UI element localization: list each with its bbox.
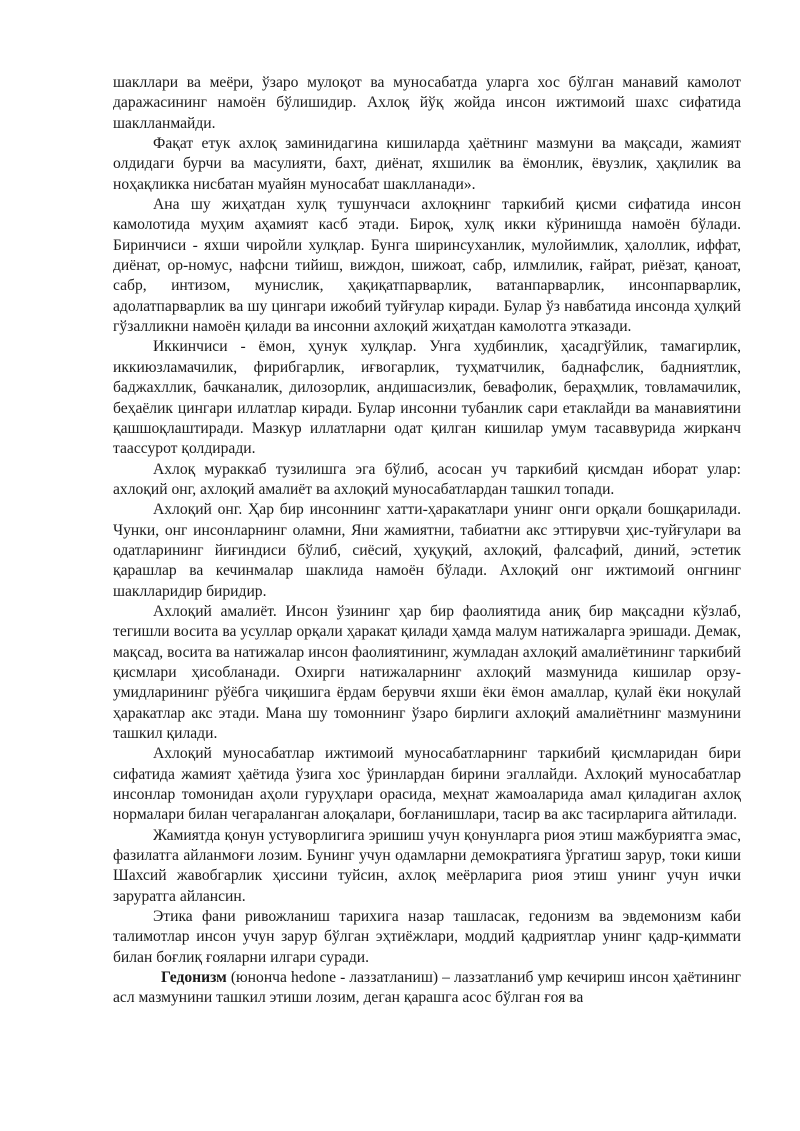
paragraph-good-manners: Ана шу жиҳатдан хулқ тушунчаси ахлоқнинг таркибий қисми сифатида инсон камолотида муҳим аҳамият касб этади. Бироқ, хулқ икки кўринишда намоён бўлади. Биринчиси - яхши чиройли хулқлар. Бунга ширинсуханлик, мулойимлик, ҳалоллик, иффат, диёнат, ор-номус, нафсни тийиш, виждон, шижоат, сабр, илмлилик, ғайрат, риёзат, қаноат, сабр, интизом, мунислик, ҳақиқатпарварлик, ватанпарварлик, инсонпарварлик, адолатпарварлик ва шу цингари ижобий туйғулар киради. Булар ўз навбатида инсонда ҳулқий гўзалликни намоён қилади ва инсонни ахлоқий жиҳатдан камолотга этказади. (113, 196, 741, 336)
paragraph-moral-consciousness: Ахлоқий онг. Ҳар бир инсоннинг хатти-ҳаракатлари унинг онги орқали бошқарилади. Чунки, онг инсонларнинг оламни, Яни жамиятни, табиатни акс эттирувчи ҳис-туйғулари ва одатларининг йиғиндиси бўлиб, сиёсий, ҳуқуқий, ахлоқий, фалсафий, диний, эстетик қарашлар ва кечинмалар шаклида намоён бўлади. Ахлоқий онг ижтимоий онгнинг шаклларидир биридир. (113, 501, 741, 600)
paragraph-moral-relations: Ахлоқий муносабатлар ижтимоий муносабатларнинг таркибий қисмларидан бири сифатида жамият ҳаётида ўзига хос ўринлардан бирини эгаллайди. Ахлоқий муносабатлар инсонлар томонидан аҳоли гуруҳлари орасида, меҳнат жамоаларида амал қиладиган ахлоқ нормалари билан чегараланган алоқалари, боғланишлари, тасир ва акс тасирларига айтилади. (113, 745, 741, 824)
paragraph-hedonism (113, 968, 741, 1009)
paragraph-mature-morality: Фақат етук ахлоқ заминидагина кишиларда ҳаётнинг мазмуни ва мақсади, жамият олдидаги бурчи ва масулияти, бахт, диёнат, яхшилик ва ёмонлик, ёвузлик, ҳақлилик ва ноҳақликка нисбатан муайян муносабат шаклланади». (113, 135, 741, 193)
document-body (113, 73, 741, 1009)
term-hedonism: Гедонизм (161, 969, 227, 987)
hedonism-definition: (юнонча hedone - лаззатланиш) – лаззатланиб умр кечириш инсон ҳаётининг асл мазмунини ташкил этиши лозим, деган қарашга асос бўлган ғоя ва (113, 969, 741, 1007)
paragraph-moral-practice: Ахлоқий амалиёт. Инсон ўзининг ҳар бир фаолиятида аниқ бир мақсадни кўзлаб, тегишли восита ва усуллар орқали ҳаракат қилади ҳамда малум натижаларга эришади. Демак, мақсад, восита ва натижалар инсон фаолиятининг, жумладан ахлоқий амалиётининг таркибий қисмлари ҳисобланади. Охирги натижаларнинг ахлоқий мазмунида кишилар орзу-умидларининг рўёбга чиқишига ёрдам берувчи яхши ёки ёмон амаллар, қулай ёки ноқулай ҳаракатлар акс этади. Мана шу томоннинг ўзаро бирлиги ахлоқий амалиётнинг мазмунини ташкил қилади. (113, 602, 741, 742)
paragraph-continuation: шакллари ва меёри, ўзаро мулоқот ва муносабатда уларга хос бўлган манавий камолот даражасининг намоён бўлишидир. Ахлоқ йўқ жойда инсон ижтимоий шахс сифатида шаклланмайди. (113, 74, 741, 132)
paragraph-rule-of-law: Жамиятда қонун устуворлигига эришиш учун қонунларга риоя этиш мажбуриятга эмас, фазилатга айланмоғи лозим. Бунинг учун одамларни демократияга ўргатиш зарур, токи киши Шахсий жавобгарлик ҳиссини туйсин, ахлоқ меёрларига риоя этиш унинг учун ички заруратга айлансин. (113, 826, 741, 905)
paragraph-bad-manners: Иккинчиси - ёмон, ҳунук хулқлар. Унга худбинлик, ҳасадгўйлик, тамагирлик, иккиюзламачилик, фирибгарлик, иғвогарлик, туҳматчилик, баднафслик, бадниятлик, баджахллик, бачканалик, дилозорлик, андишасизлик, бевафолик, бераҳмлик, товламачилик, беҳаёлик цингари иллатлар киради. Булар инсонни тубанлик сари етаклайди ва манавиятини қашшоқлаштиради. Мазкур иллатларни одат қилган кишилар умум тасаввурида жирканч таассурот қолдиради. (113, 338, 741, 458)
paragraph-moral-structure: Ахлоқ мураккаб тузилишга эга бўлиб, асосан уч таркибий қисмдан иборат улар: ахлоқий онг, ахлоқий амалиёт ва ахлоқий муносабатлардан ташкил топади. (113, 460, 741, 498)
paragraph-ethics-history: Этика фани ривожланиш тарихига назар ташласак, гедонизм ва эвдемонизм каби талимотлар инсон учун зарур бўлган эҳтиёжлари, моддий қадриятлар унинг қадр-қиммати билан боғлиқ ғояларни илгари суради. (113, 908, 741, 966)
